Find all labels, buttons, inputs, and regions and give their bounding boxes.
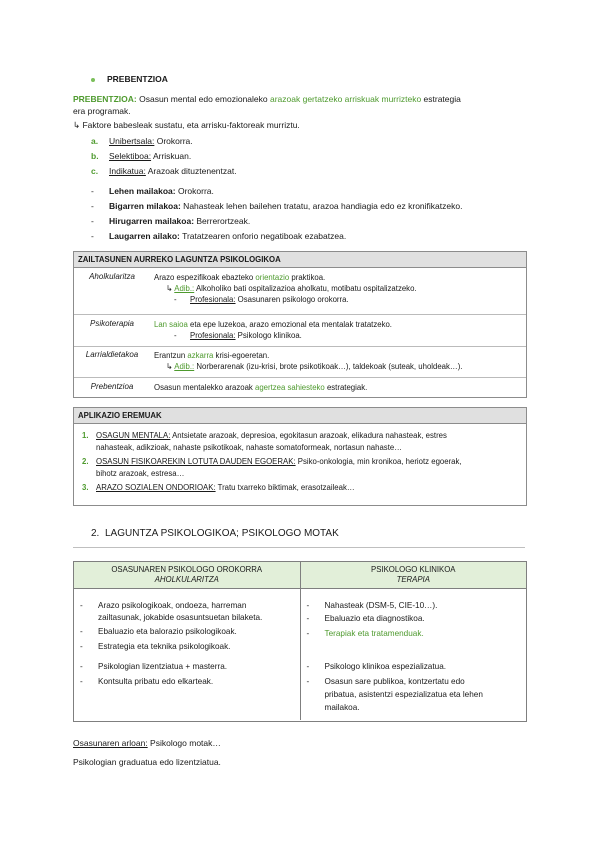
item-text-cont: nahasteak, adikzioak, nahaste psikotikoak, nahaste somatoformeak, nortasun nahaste…	[96, 442, 402, 452]
level-term: Laugarren ailako:	[109, 231, 180, 241]
return-arrow-icon: ↳	[166, 284, 175, 293]
item-text: Ebaluazio eta balorazio psikologikoak.	[98, 627, 237, 636]
row-text: Psikologo klinikoa.	[235, 331, 302, 340]
row-text: krisi-egoeretan.	[213, 351, 270, 360]
row-text: Osasunaren psikologo orokorra.	[235, 295, 349, 304]
level-text: Tratatzearen onforio negatiboak ezabatzea.	[179, 231, 347, 241]
application-list	[74, 424, 526, 494]
application-item	[82, 456, 526, 468]
item-dash: -	[306, 662, 310, 671]
help-row-larrialdietakoa	[74, 347, 526, 378]
row-text: praktikoa.	[289, 273, 326, 282]
footer-line-1	[73, 738, 221, 748]
row-text: Osasun mentalekko arazoak	[154, 383, 255, 392]
item-dash: -	[80, 642, 83, 651]
section-title-text: LAGUNTZA PSIKOLOGIKOA; PSIKOLOGO MOTAK	[105, 528, 339, 539]
footer-underlined: Osasunaren arloan:	[73, 738, 148, 748]
item-number: 2.	[82, 457, 89, 466]
item-text: zailtasunak, jokabide osasuntsuetan bilaketa.	[98, 613, 263, 622]
level-dash: -	[91, 216, 94, 226]
row-text: Erantzun	[154, 351, 188, 360]
item-dash: -	[306, 677, 310, 686]
heading-bullet	[91, 78, 95, 82]
header-left	[74, 562, 301, 588]
help-box	[73, 251, 527, 398]
prevention-intro-highlight: arazoak gertatzeko arriskuak murrizteko	[270, 94, 422, 104]
item-text: pribatua, asistentzi espezializatua eta lehen	[324, 690, 483, 699]
comparison-header	[74, 562, 526, 589]
return-arrow-icon: ↳	[73, 120, 83, 130]
item-text: Ebaluazio eta diagnostikoa.	[324, 614, 425, 623]
item-term: OSAGUN MENTALA:	[96, 431, 171, 440]
text-b: Arriskuan.	[151, 151, 192, 161]
item-text: Osasun sare publikoa, kontzertatu edo	[324, 677, 465, 686]
row-body	[154, 347, 526, 374]
application-box	[73, 407, 527, 506]
footer-line-2: Psikologian graduatua edo lizentziatua.	[73, 757, 221, 767]
help-row-prebentzioa	[74, 378, 526, 398]
example-label: Adib.:	[174, 284, 195, 293]
letter-b: b.	[91, 151, 99, 161]
comparison-table	[73, 561, 527, 722]
term-a: Unibertsala:	[109, 136, 155, 146]
lettered-item-b	[91, 151, 191, 161]
help-row-psikoterapia	[74, 315, 526, 347]
help-box-title: ZAILTASUNEN AURREKO LAGUNTZA PSIKOLOGIKOA	[74, 252, 526, 268]
row-highlight: orientazio	[255, 273, 290, 282]
row-text: eta epe luzekoa, arazo emozional eta mentalak tratatzeko.	[187, 320, 392, 329]
row-label: Larrialdietakoa	[85, 350, 139, 359]
level-text: Orokorra.	[175, 186, 214, 196]
level-dash: -	[91, 186, 94, 196]
level-item	[91, 231, 346, 241]
prevention-heading: PREBENTZIOA	[107, 74, 168, 84]
item-dash: -	[306, 614, 310, 623]
item-text: Estrategia eta teknika psikologikoak.	[98, 642, 231, 651]
prevention-intro	[73, 94, 461, 104]
item-text: Terapiak eta tratamenduak.	[324, 629, 424, 638]
footer-text: Psikologo motak…	[147, 738, 221, 748]
item-text: Tratu txarreko biktimak, erasotzaileak…	[215, 483, 355, 492]
prevention-intro-label: PREBENTZIOA:	[73, 94, 137, 104]
item-number: 3.	[82, 483, 89, 492]
section-title	[91, 528, 339, 539]
item-text: Antsietate arazoak, depresioa, egokitasun arazoak, elikadura nahasteak, estres	[170, 431, 447, 440]
term-b: Selektiboa:	[109, 151, 152, 161]
application-item	[82, 430, 526, 442]
professional-label: Profesionala:	[190, 331, 236, 340]
row-highlight: agertzea sahiesteko	[254, 383, 325, 392]
left-column	[74, 589, 301, 720]
level-dash: -	[174, 331, 177, 340]
level-item	[91, 186, 214, 196]
item-dash: -	[80, 677, 83, 686]
arrow-line	[73, 120, 300, 131]
item-text: mailakoa.	[324, 703, 360, 712]
row-text: Alkoholiko bati ospitalizazioa aholkatu, motibatu ospitalizatzeko.	[194, 284, 417, 293]
row-text: Norberarenak (izu-krisi, brote psikotikoak…), taldekoak (suteak, uholdeak…).	[194, 362, 463, 371]
row-highlight: Lan saioa	[154, 320, 188, 329]
row-label: Aholkularitza	[89, 272, 135, 281]
item-dash: -	[80, 601, 83, 610]
prevention-intro-text-2: estrategia	[421, 94, 461, 104]
item-text: Nahasteak (DSM-5, CIE-10…).	[324, 601, 438, 610]
level-dash: -	[91, 231, 94, 241]
left-subtitle: AHOLKULARITZA	[154, 575, 219, 584]
lettered-item-a	[91, 136, 193, 146]
arrow-line-text: Faktore babesleak sustatu, eta arrisku-faktoreak murriztu.	[82, 120, 300, 130]
text-c: Arazoak dituztenentzat.	[145, 166, 237, 176]
item-term: OSASUN FISIKOAREKIN LOTUTA DAUDEN EGOERAK:	[96, 457, 296, 466]
application-item	[82, 482, 526, 494]
term-c: Indikatua:	[109, 166, 146, 176]
row-body	[154, 378, 526, 395]
right-title: PSIKOLOGO KLINIKOA	[371, 565, 456, 574]
item-dash: -	[80, 627, 83, 636]
lettered-item-c	[91, 166, 237, 176]
help-row-aholkularitza	[74, 268, 526, 315]
item-dash: -	[306, 629, 310, 638]
section-divider	[73, 547, 525, 548]
row-body	[154, 268, 526, 307]
row-text: Arazo espezifikoak ebazteko	[154, 273, 256, 282]
section-number: 2.	[91, 528, 100, 539]
row-highlight: azkarra	[187, 351, 214, 360]
item-term: ARAZO SOZIALEN ONDORIOAK:	[96, 483, 216, 492]
prevention-intro-line2: era programak.	[73, 106, 131, 116]
item-text: Psikologian lizentziatua + masterra.	[98, 662, 228, 671]
item-text: Psikologo klinikoa espezializatua.	[324, 662, 447, 671]
item-dash: -	[80, 662, 83, 671]
level-item	[91, 216, 250, 226]
letter-a: a.	[91, 136, 99, 146]
level-term: Hirugarren mailakoa:	[109, 216, 195, 226]
prevention-intro-text: Osasun mental edo emozionaleko	[136, 94, 270, 104]
right-column	[301, 589, 527, 720]
return-arrow-icon: ↳	[166, 362, 175, 371]
header-right	[301, 562, 527, 588]
row-body	[154, 315, 526, 343]
level-item	[91, 201, 462, 211]
row-text: estrategiak.	[324, 383, 368, 392]
level-term: Bigarren milakoa:	[109, 201, 181, 211]
comparison-body	[74, 589, 526, 720]
row-label: Psikoterapia	[89, 319, 135, 328]
professional-label: Profesionala:	[190, 295, 236, 304]
right-subtitle: TERAPIA	[396, 575, 430, 584]
text-a: Orokorra.	[154, 136, 193, 146]
item-text-cont: bihotz arazoak, estresa…	[96, 468, 185, 478]
level-text: Nahasteak lehen bailehen tratatu, arazoa handiagia edo ez kronifikatzeko.	[180, 201, 463, 211]
level-dash: -	[174, 295, 177, 304]
item-text: Psiko-onkologia, min kronikoa, heriotz egoerak,	[295, 457, 462, 466]
level-dash: -	[91, 201, 94, 211]
example-label: Adib.:	[174, 362, 195, 371]
level-text: Berrerortzeak.	[194, 216, 251, 226]
level-term: Lehen mailakoa:	[109, 186, 176, 196]
application-box-title: APLIKAZIO EREMUAK	[74, 408, 526, 424]
item-dash: -	[306, 601, 310, 610]
row-label: Prebentzioa	[90, 382, 134, 391]
item-number: 1.	[82, 431, 89, 440]
item-text: Arazo psikologikoak, ondoeza, harreman	[98, 601, 247, 610]
left-title: OSASUNAREN PSIKOLOGO OROKORRA	[111, 565, 263, 574]
letter-c: c.	[91, 166, 99, 176]
item-text: Kontsulta pribatu edo elkarteak.	[98, 677, 214, 686]
